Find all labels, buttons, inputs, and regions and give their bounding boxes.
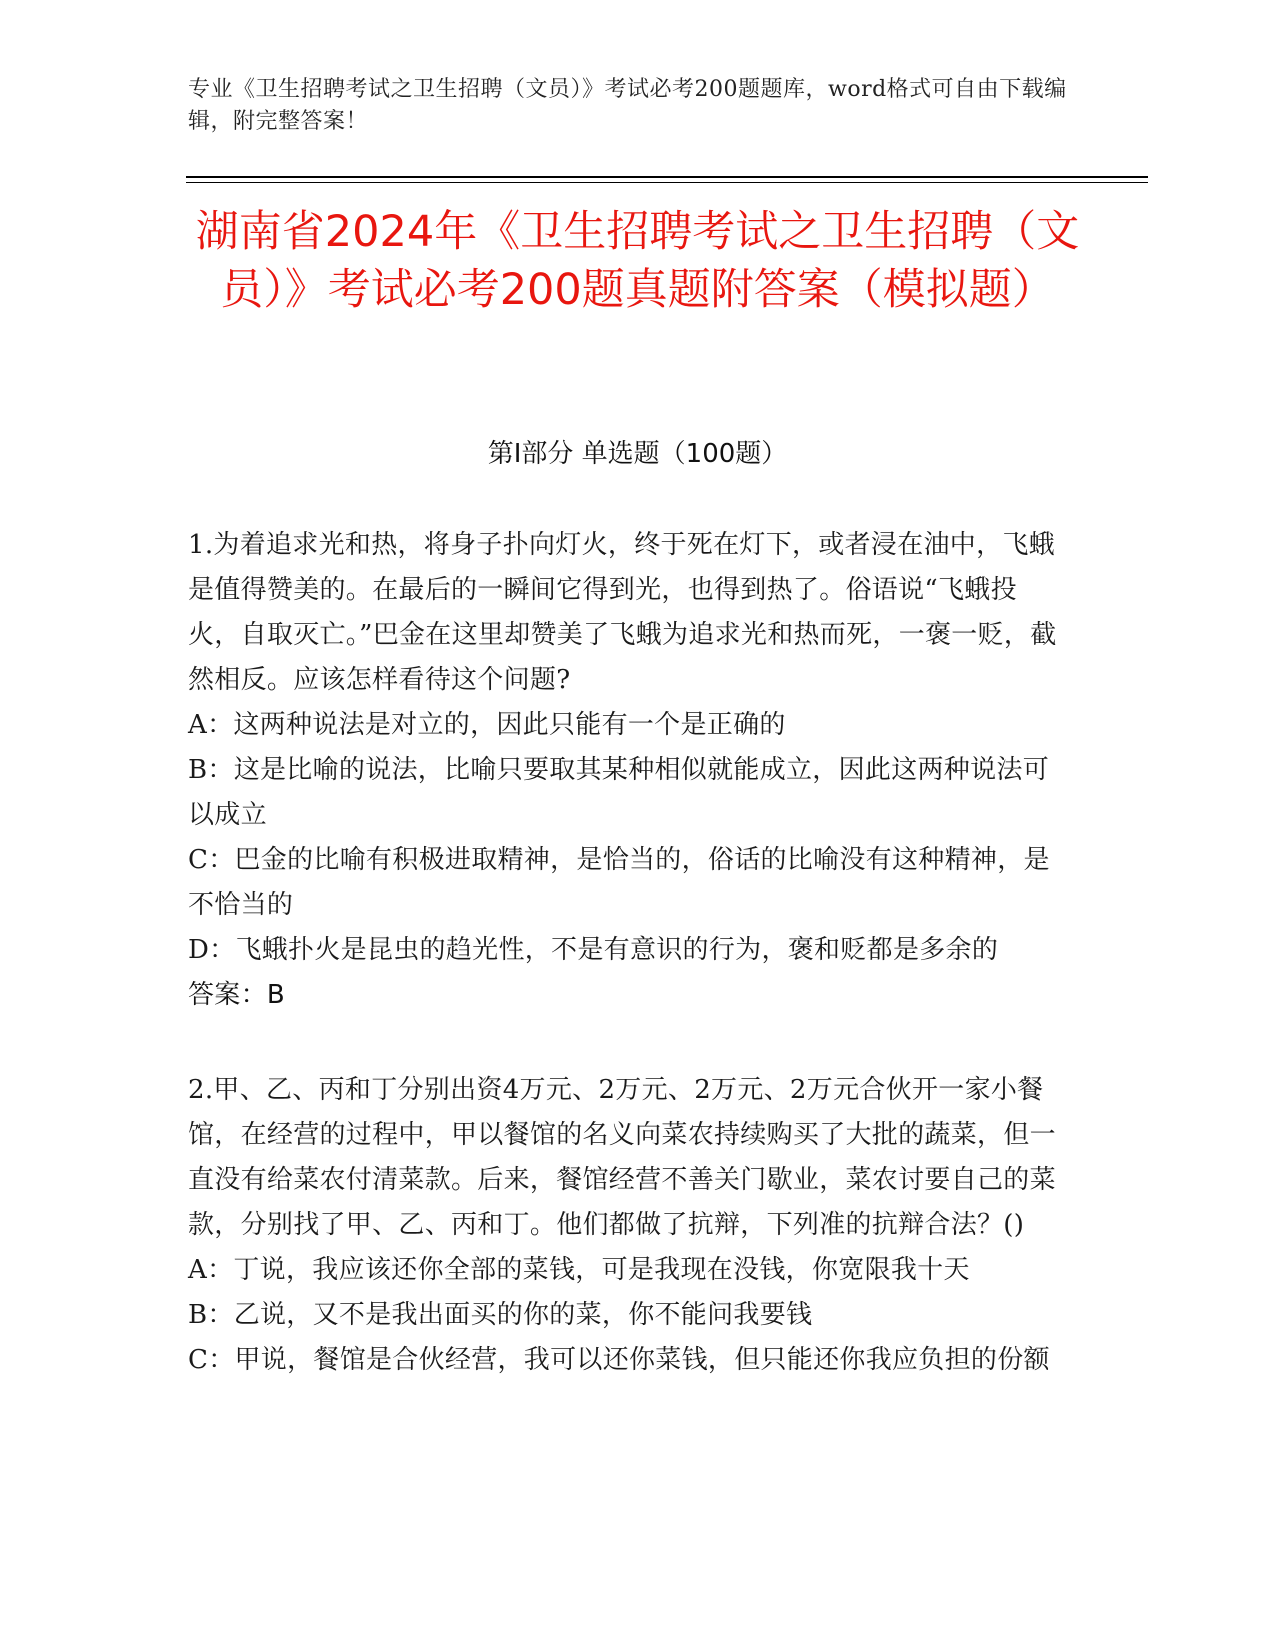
header-rule-thin xyxy=(186,182,1148,183)
question-1 xyxy=(188,523,1068,1018)
header-rule-thick xyxy=(186,176,1148,178)
document-title: 湖南省2024年《卫生招聘考试之卫生招聘（文员）》考试必考200题真题附答案（模拟题） xyxy=(195,207,1080,315)
answer-line: 答案：B xyxy=(188,980,286,1010)
question-2 xyxy=(188,1068,1068,1383)
section-title: 第I部分 单选题（100题） xyxy=(487,439,788,469)
option-c: C：甲说，餐馆是合伙经营，我可以还你菜钱，但只能还你我应负担的份额 xyxy=(188,1345,1050,1375)
header-note: 专业《卫生招聘考试之卫生招聘（文员）》考试必考200题题库，word格式可自由下载编辑，附完整答案！ xyxy=(188,77,1067,134)
option-b: B：乙说，又不是我出面买的你的菜，你不能问我要钱 xyxy=(188,1300,813,1330)
option-a: A：丁说，我应该还你全部的菜钱，可是我现在没钱，你宽限我十天 xyxy=(188,1255,970,1285)
option-c: C：巴金的比喻有积极进取精神，是恰当的，俗话的比喻没有这种精神，是不恰当的 xyxy=(188,845,1050,920)
option-a: A：这两种说法是对立的，因此只能有一个是正确的 xyxy=(188,710,786,740)
option-b: B：这是比喻的说法，比喻只要取其某种相似就能成立，因此这两种说法可以成立 xyxy=(188,755,1050,830)
option-d: D：飞蛾扑火是昆虫的趋光性，不是有意识的行为，褒和贬都是多余的 xyxy=(188,935,999,965)
question-stem: 1.为着追求光和热，将身子扑向灯火，终于死在灯下，或者浸在油中，飞蛾是值得赞美的。在最后的一瞬间它得到光，也得到热了。俗语说“飞蛾投火，自取灭亡。”巴金在这里却赞美了飞蛾为追求光和热而死，一褒一贬，截然相反。应该怎样看待这个问题? xyxy=(188,530,1057,695)
question-stem: 2.甲、乙、丙和丁分别出资4万元、2万元、2万元、2万元合伙开一家小餐馆，在经营的过程中，甲以餐馆的名义向菜农持续购买了大批的蔬菜，但一直没有给菜农付清菜款。后来，餐馆经营不善关门歇业，菜农讨要自己的菜款，分别找了甲、乙、丙和丁。他们都做了抗辩，下列准的抗辩合法？() xyxy=(188,1075,1056,1240)
